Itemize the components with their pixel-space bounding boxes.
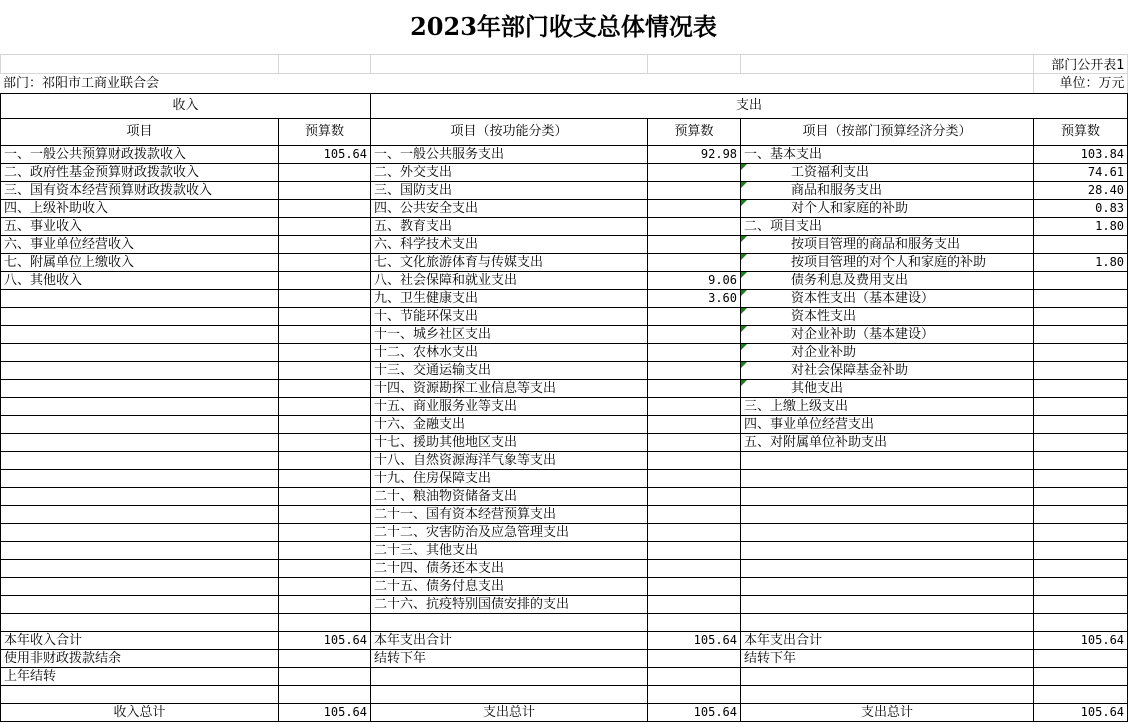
carry-forward-label-economic: 结转下年 <box>741 650 1034 668</box>
income-grand-total-label: 收入总计 <box>1 704 279 722</box>
economic-item-value: 103.84 <box>1034 146 1128 164</box>
income-item-label: 八、其他收入 <box>1 272 279 290</box>
col-header-budget: 预算数 <box>648 119 741 146</box>
expense-grand-total-value-economic: 105.64 <box>1034 704 1128 722</box>
economic-item-value <box>1034 290 1128 308</box>
table-row <box>1 200 1128 218</box>
function-item-value: 3.60 <box>648 290 741 308</box>
income-item-value <box>279 182 371 200</box>
economic-item-label: 一、基本支出 <box>741 146 1034 164</box>
function-item-label: 二十二、灾害防治及应急管理支出 <box>371 524 648 542</box>
table-row <box>1 452 1128 470</box>
table-row <box>1 542 1128 560</box>
income-item-label: 一、一般公共预算财政拨款收入 <box>1 146 279 164</box>
table-row <box>1 308 1128 326</box>
function-item-value <box>648 326 741 344</box>
blank-grid-row <box>0 54 1128 74</box>
table-row <box>1 290 1128 308</box>
economic-item-label: 资本性支出 <box>741 308 1034 326</box>
table-row <box>1 506 1128 524</box>
function-item-value <box>648 218 741 236</box>
totals-section <box>1 614 1128 722</box>
economic-item-value <box>1034 272 1128 290</box>
function-item-value <box>648 200 741 218</box>
table-row <box>1 668 1128 686</box>
function-item-value <box>648 164 741 182</box>
table-row <box>1 416 1128 434</box>
expense-year-total-value: 105.64 <box>648 632 741 650</box>
economic-item-label: 其他支出 <box>741 380 1034 398</box>
unit-label: 单位：万元 <box>1059 76 1125 91</box>
income-item-label: 五、事业收入 <box>1 218 279 236</box>
table-row <box>1 182 1128 200</box>
function-item-label: 十、节能环保支出 <box>371 308 648 326</box>
blank-row <box>1 686 1128 704</box>
economic-item-label: 对企业补助（基本建设） <box>741 326 1034 344</box>
expense-grand-total-label: 支出总计 <box>371 704 648 722</box>
economic-item-value <box>1034 434 1128 452</box>
function-item-label: 十五、商业服务业等支出 <box>371 398 648 416</box>
function-item-value: 92.98 <box>648 146 741 164</box>
function-item-value <box>648 452 741 470</box>
income-header: 收入 <box>1 94 371 119</box>
economic-item-label: 五、对附属单位补助支出 <box>741 434 1034 452</box>
table-row <box>1 632 1128 650</box>
function-item-label: 二十三、其他支出 <box>371 542 648 560</box>
form-number: 部门公开表1 <box>1051 58 1125 73</box>
function-item-value <box>648 578 741 596</box>
function-item-value <box>648 254 741 272</box>
table-row <box>1 326 1128 344</box>
function-item-value <box>648 380 741 398</box>
function-item-value <box>648 470 741 488</box>
table-row <box>1 218 1128 236</box>
economic-item-value <box>1034 326 1128 344</box>
income-item-label: 七、附属单位上缴收入 <box>1 254 279 272</box>
function-item-value <box>648 596 741 614</box>
economic-item-value <box>1034 398 1128 416</box>
table-row <box>1 254 1128 272</box>
economic-item-label: 按项目管理的对个人和家庭的补助 <box>741 254 1034 272</box>
table-row <box>1 488 1128 506</box>
income-item-value <box>279 200 371 218</box>
table-row <box>1 650 1128 668</box>
economic-item-value: 1.80 <box>1034 218 1128 236</box>
function-item-label: 二十四、债务还本支出 <box>371 560 648 578</box>
function-item-label: 十七、援助其他地区支出 <box>371 434 648 452</box>
department-label: 部门：祁阳市工商业联合会 <box>3 76 160 91</box>
table-row <box>1 524 1128 542</box>
function-item-label: 二十六、抗疫特别国债安排的支出 <box>371 596 648 614</box>
income-item-value <box>279 164 371 182</box>
function-item-label: 二十、粮油物资储备支出 <box>371 488 648 506</box>
function-item-label: 二、外交支出 <box>371 164 648 182</box>
function-item-label: 五、教育支出 <box>371 218 648 236</box>
function-item-label: 十四、资源勘探工业信息等支出 <box>371 380 648 398</box>
table-row <box>1 164 1128 182</box>
column-header-row <box>1 119 1128 146</box>
budget-table <box>0 93 1128 722</box>
function-item-value <box>648 488 741 506</box>
function-item-label: 十六、金融支出 <box>371 416 648 434</box>
economic-item-value <box>1034 308 1128 326</box>
function-item-value <box>648 434 741 452</box>
function-item-label: 一、一般公共服务支出 <box>371 146 648 164</box>
table-row <box>1 380 1128 398</box>
economic-item-label: 对个人和家庭的补助 <box>741 200 1034 218</box>
income-item-value <box>279 254 371 272</box>
meta-row <box>0 58 1128 93</box>
economic-item-label: 债务利息及费用支出 <box>741 272 1034 290</box>
table-row <box>1 236 1128 254</box>
economic-item-label: 二、项目支出 <box>741 218 1034 236</box>
table-row <box>1 272 1128 290</box>
function-item-label: 九、卫生健康支出 <box>371 290 648 308</box>
economic-item-value <box>1034 416 1128 434</box>
economic-item-value <box>1034 380 1128 398</box>
function-item-value <box>648 542 741 560</box>
function-item-value <box>648 236 741 254</box>
function-item-value <box>648 344 741 362</box>
report-title: 2023年部门收支总体情况表 <box>410 12 717 41</box>
blank-row <box>1 614 1128 632</box>
income-item-value <box>279 236 371 254</box>
carry-forward-label: 结转下年 <box>371 650 648 668</box>
economic-item-value: 1.80 <box>1034 254 1128 272</box>
table-row <box>1 146 1128 164</box>
expense-header: 支出 <box>371 94 1128 119</box>
economic-item-label: 商品和服务支出 <box>741 182 1034 200</box>
economic-item-label: 四、事业单位经营支出 <box>741 416 1034 434</box>
income-grand-total-value: 105.64 <box>279 704 371 722</box>
economic-item-value: 0.83 <box>1034 200 1128 218</box>
income-item-label: 三、国有资本经营预算财政拨款收入 <box>1 182 279 200</box>
function-item-label: 八、社会保障和就业支出 <box>371 272 648 290</box>
table-row <box>1 560 1128 578</box>
table-row <box>1 362 1128 380</box>
economic-item-label: 按项目管理的商品和服务支出 <box>741 236 1034 254</box>
function-item-label: 二十五、债务付息支出 <box>371 578 648 596</box>
col-header-budget: 预算数 <box>279 119 371 146</box>
function-item-label: 七、文化旅游体育与传媒支出 <box>371 254 648 272</box>
expense-year-total-label-economic: 本年支出合计 <box>741 632 1034 650</box>
income-year-total-value: 105.64 <box>279 632 371 650</box>
income-item-label: 六、事业单位经营收入 <box>1 236 279 254</box>
function-item-value <box>648 416 741 434</box>
economic-item-label: 工资福利支出 <box>741 164 1034 182</box>
function-item-value <box>648 524 741 542</box>
expense-grand-total-value: 105.64 <box>648 704 741 722</box>
expense-grand-total-label-economic: 支出总计 <box>741 704 1034 722</box>
col-header-item: 项目 <box>1 119 279 146</box>
table-row <box>1 578 1128 596</box>
table-row <box>1 434 1128 452</box>
non-fiscal-balance-label: 使用非财政拨款结余 <box>1 650 279 668</box>
col-header-budget: 预算数 <box>1034 119 1128 146</box>
function-item-value: 9.06 <box>648 272 741 290</box>
income-item-value: 105.64 <box>279 146 371 164</box>
function-item-label: 三、国防支出 <box>371 182 648 200</box>
function-item-value <box>648 308 741 326</box>
economic-item-value <box>1034 344 1128 362</box>
function-item-label: 六、科学技术支出 <box>371 236 648 254</box>
col-header-economic: 项目（按部门预算经济分类） <box>741 119 1034 146</box>
income-item-value <box>279 218 371 236</box>
table-row <box>1 470 1128 488</box>
function-item-value <box>648 362 741 380</box>
col-header-function: 项目（按功能分类） <box>371 119 648 146</box>
economic-item-value: 28.40 <box>1034 182 1128 200</box>
function-item-label: 四、公共安全支出 <box>371 200 648 218</box>
function-item-label: 二十一、国有资本经营预算支出 <box>371 506 648 524</box>
economic-item-label: 对社会保障基金补助 <box>741 362 1034 380</box>
function-item-value <box>648 560 741 578</box>
economic-item-value <box>1034 236 1128 254</box>
income-year-total-label: 本年收入合计 <box>1 632 279 650</box>
table-row <box>1 398 1128 416</box>
table-body <box>1 146 1128 614</box>
income-item-label: 四、上级补助收入 <box>1 200 279 218</box>
function-item-label: 十八、自然资源海洋气象等支出 <box>371 452 648 470</box>
function-item-label: 十一、城乡社区支出 <box>371 326 648 344</box>
function-item-label: 十九、住房保障支出 <box>371 470 648 488</box>
economic-item-label: 对企业补助 <box>741 344 1034 362</box>
economic-item-label: 资本性支出（基本建设） <box>741 290 1034 308</box>
income-item-value <box>279 272 371 290</box>
economic-item-value: 74.61 <box>1034 164 1128 182</box>
function-item-value <box>648 398 741 416</box>
last-year-carry-label: 上年结转 <box>1 668 279 686</box>
table-row <box>1 704 1128 722</box>
function-item-value <box>648 182 741 200</box>
section-header-row <box>1 94 1128 119</box>
economic-item-value <box>1034 362 1128 380</box>
table-row <box>1 344 1128 362</box>
economic-item-label: 三、上缴上级支出 <box>741 398 1034 416</box>
function-item-label: 十三、交通运输支出 <box>371 362 648 380</box>
table-row <box>1 596 1128 614</box>
income-item-label: 二、政府性基金预算财政拨款收入 <box>1 164 279 182</box>
function-item-value <box>648 506 741 524</box>
expense-year-total-value-economic: 105.64 <box>1034 632 1128 650</box>
function-item-label: 十二、农林水支出 <box>371 344 648 362</box>
expense-year-total-label: 本年支出合计 <box>371 632 648 650</box>
